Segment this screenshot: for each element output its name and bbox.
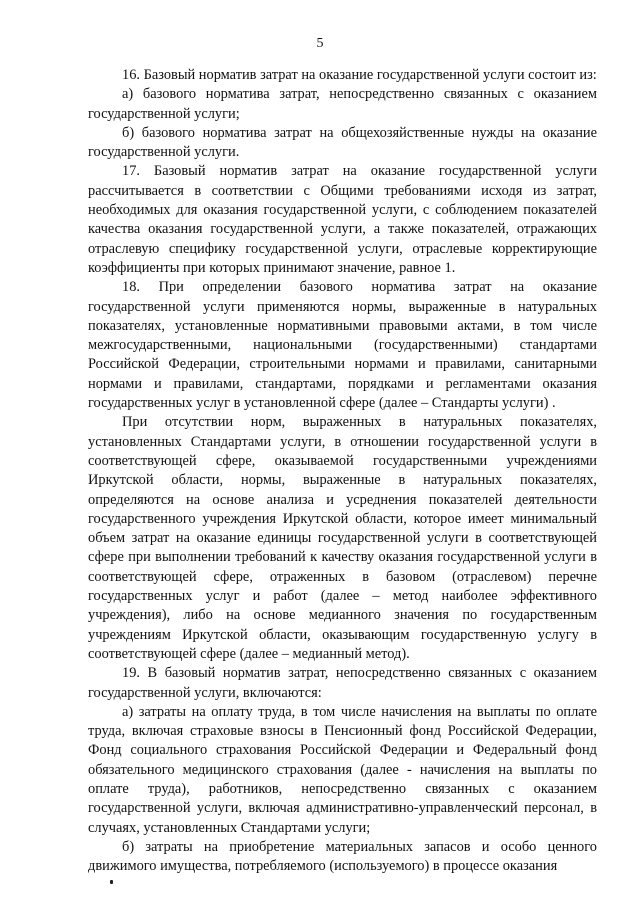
paragraph-16-b: б) базового норматива затрат на общехозяйственные нужды на оказание государственной услуги. [88,124,597,161]
paragraph-17: 17. Базовый норматив затрат на оказание государственной услуги рассчитывается в соответствии с Общими требованиями исходя из затрат, необходимых для оказания государственной услуги, с соблюдением показателей качества оказания государственной услуги, а также показателей, отражающих отраслевую специфику государственной услуги, отраслевые корректирующие коэффициенты при которых принимают значение, равное 1. [88,163,597,276]
paragraph-19-a: а) затраты на оплату труда, в том числе начисления на выплаты по оплате труда, включая страховые взносы в Пенсионный фонд Российской Федерации, Фонд социального страхования Российской Федерации и Федеральный фонд обязательного медицинского страхования (далее - начисления на выплаты по оплате труда), работников, непосредственно связанных с оказанием государственной услуги, включая административно-управленческий персонал, в случаях, установленных Стандартами услуги; [88,703,597,836]
paragraph-16-a: а) базового норматива затрат, непосредственно связанных с оказанием государственной услуги; [88,86,597,122]
paragraph-19: 19. В базовый норматив затрат, непосредственно связанных с оказанием государственной услуги, включаются: [88,665,597,701]
paragraph-18: 18. При определении базового норматива затрат на оказание государственной услуги применяются нормы, выраженные в натуральных показателях, установленные нормативными правовыми актами, в том числе межгосударственными, национальными (государственными) стандартами Российской Федерации, строительными нормами и правилами, санитарными нормами и правилами, стандартами, порядками и регламентами оказания государственных услуг в установленной сфере (далее – Стандарты услуги) . [88,279,597,412]
document-body [88,66,597,876]
page-number: 5 [316,36,324,51]
paragraph-18-continued: При отсутствии норм, выраженных в натуральных показателях, установленных Стандартами услуги, в отношении государственной услуги в соответствующей сфере, оказываемой государственными учреждениями Иркутской области, нормы, выраженные в натуральных показателях, определяются на основе анализа и усреднения показателей деятельности государственного учреждения Иркутской области, которое имеет минимальный объем затрат на оказание единицы государственной услуги в соответствующей сфере при выполнении требований к качеству оказания государственной услуги в соответствующей сфере, отраженных в базовом (отраслевом) перечне государственных услуг и работ (далее – метод наиболее эффективного учреждения), либо на основе медианного значения по государственным учреждениям Иркутской области, оказывающим государственную услугу в соответствующей сфере (далее – медианный метод). [88,414,597,662]
scan-speck [110,880,113,884]
paragraph-19-b: б) затраты на приобретение материальных запасов и особо ценного движимого имущества, потребляемого (используемого) в процессе оказания [88,838,597,875]
paragraph-16: 16. Базовый норматив затрат на оказание государственной услуги состоит из: [122,67,597,83]
